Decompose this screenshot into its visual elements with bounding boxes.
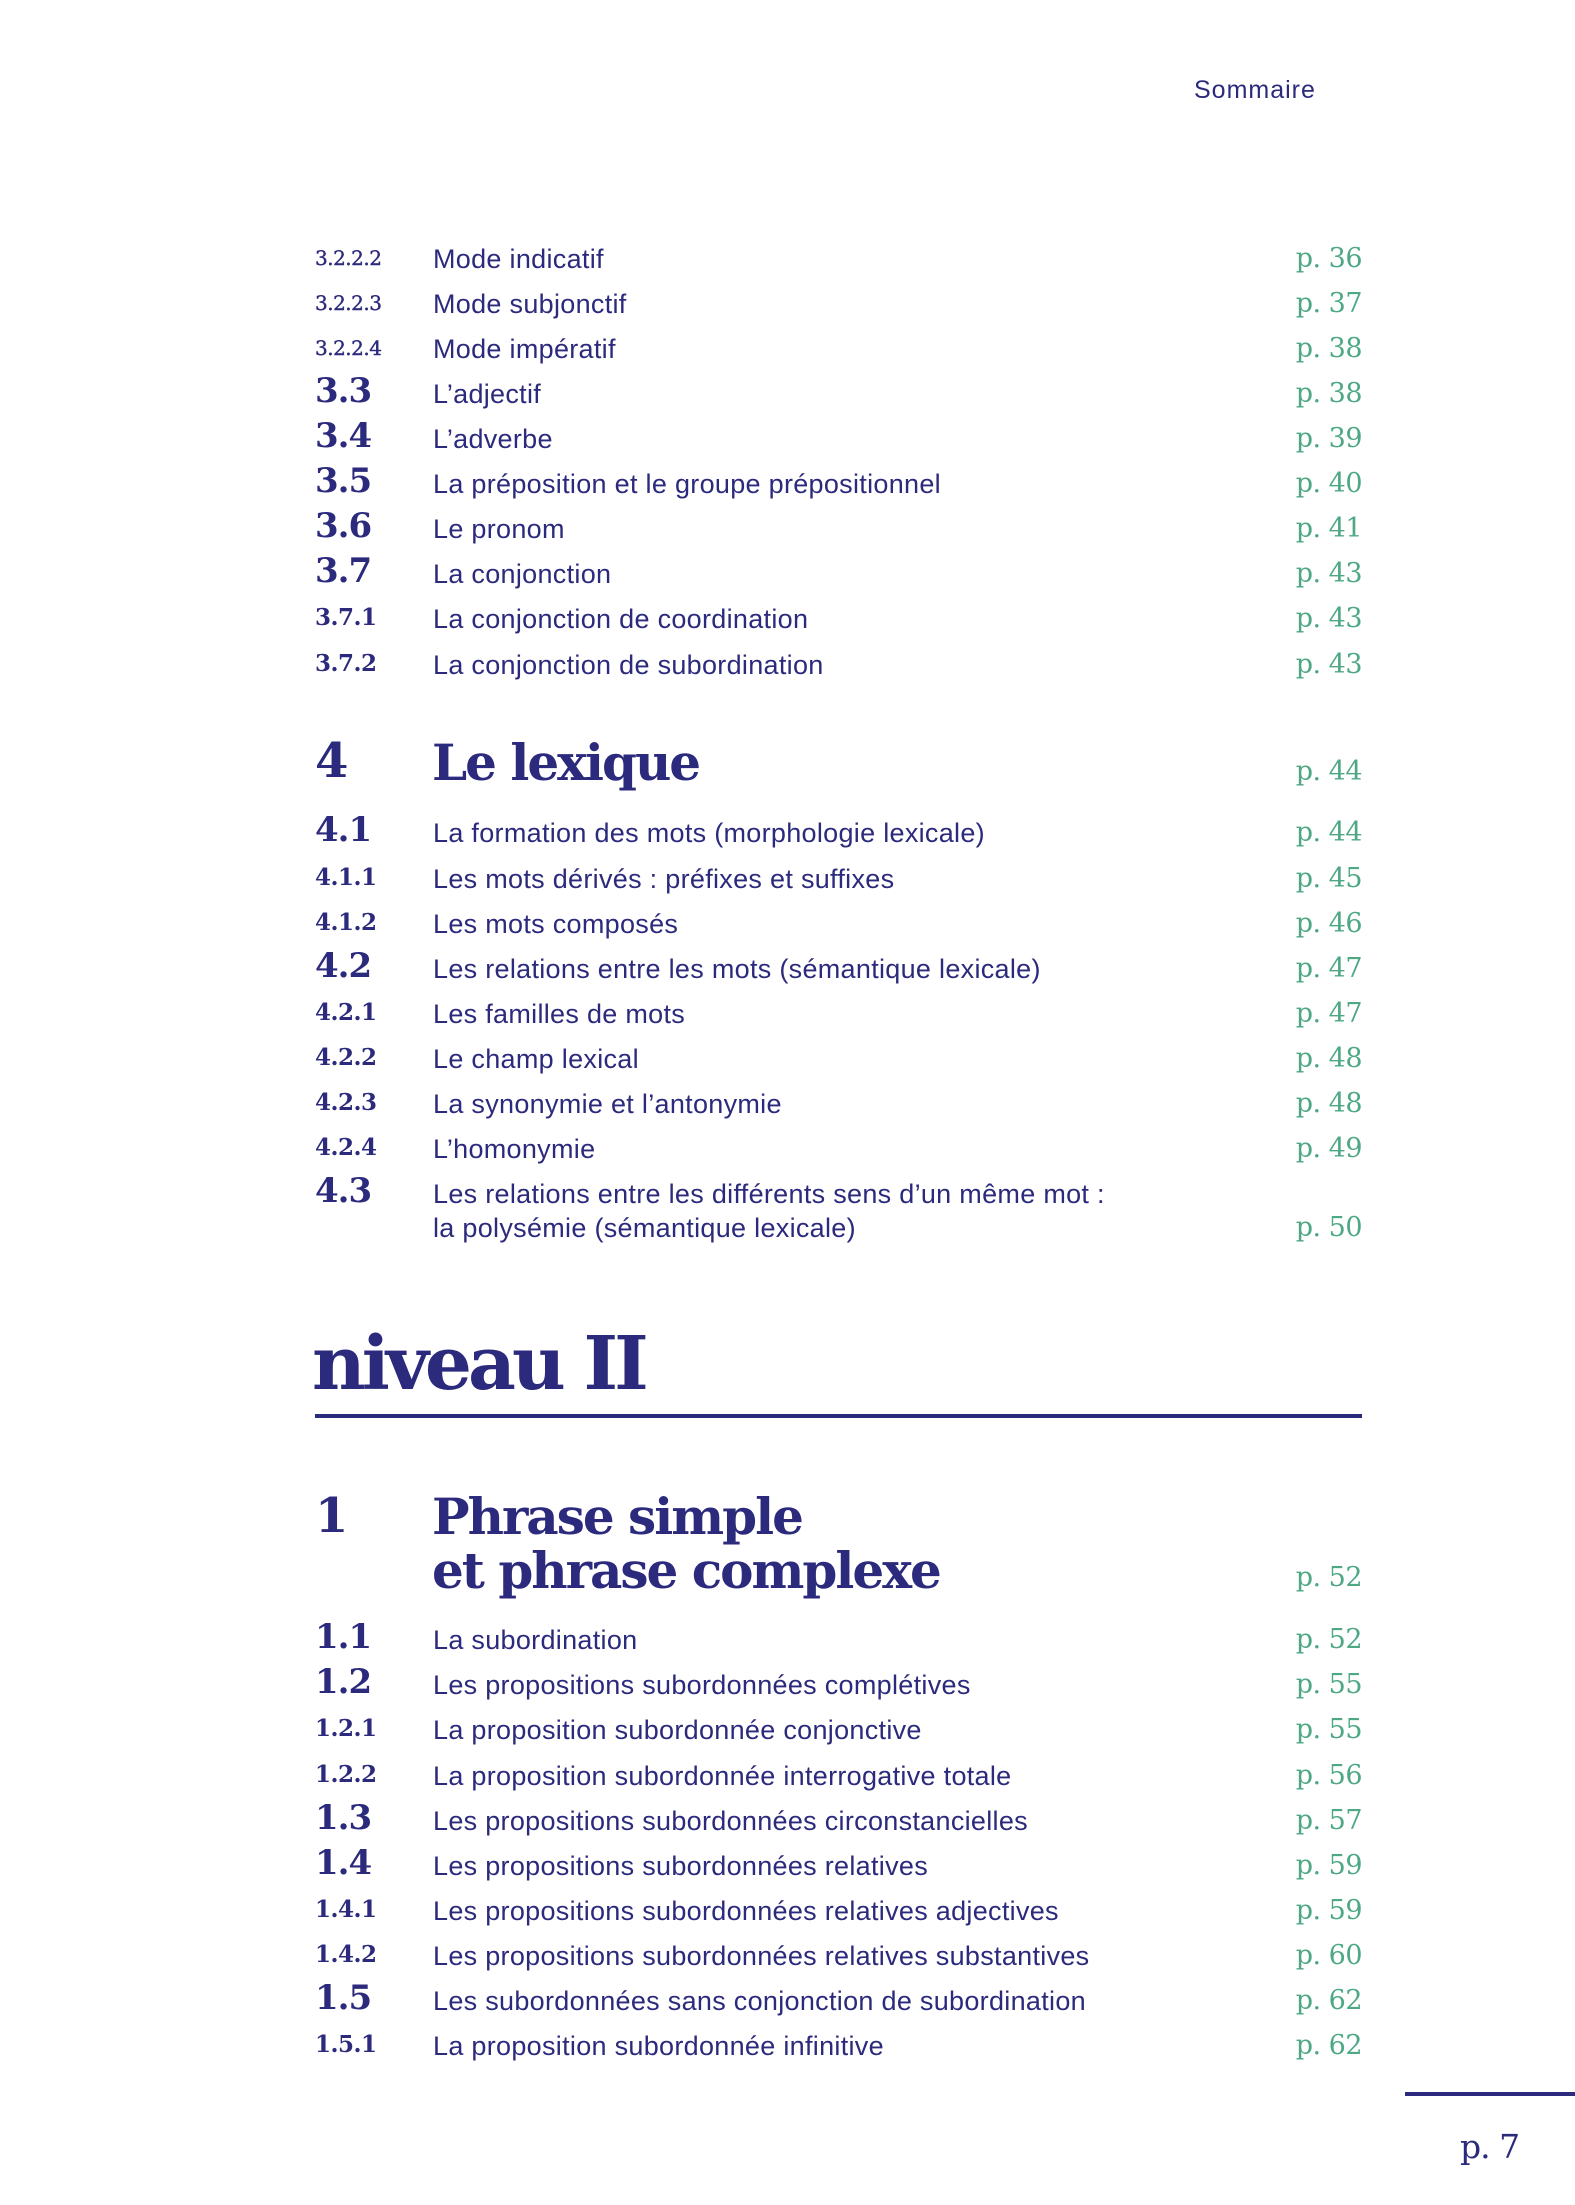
- entry-number: 4.2: [315, 946, 372, 986]
- entry-number: 3.7: [315, 551, 372, 591]
- entry-number: 4.2.2: [315, 1044, 377, 1071]
- entry-page-ref: p. 37: [1295, 288, 1362, 319]
- entry-number: 3.6: [315, 506, 372, 546]
- toc-entry[interactable]: [315, 1843, 1362, 1889]
- entry-label: Mode subjonctif: [433, 289, 627, 319]
- entry-number: 3.2.2.4: [315, 336, 382, 360]
- entry-label-line2: la polysémie (sémantique lexicale): [433, 1213, 856, 1243]
- entry-label: Les propositions subordonnées complétives: [433, 1670, 971, 1700]
- toc-entry[interactable]: [315, 602, 1362, 642]
- entry-page-ref: p. 47: [1295, 998, 1362, 1029]
- entry-number: 1.2.2: [315, 1761, 377, 1788]
- entry-page-ref: p. 38: [1295, 378, 1362, 409]
- entry-label: Le pronom: [433, 514, 565, 544]
- toc-entry[interactable]: [315, 810, 1362, 856]
- chapter-title-line1[interactable]: Phrase simple: [432, 1487, 802, 1546]
- entry-label: La subordination: [433, 1625, 638, 1655]
- entry-page-ref: p. 43: [1295, 649, 1362, 680]
- entry-label: Les familles de mots: [433, 999, 686, 1029]
- toc-entry[interactable]: [315, 242, 1362, 282]
- entry-number: 4.1: [315, 810, 372, 850]
- entry-label: La synonymie et l’antonymie: [433, 1089, 782, 1119]
- toc-entry[interactable]: [315, 946, 1362, 992]
- footer-rule: [1405, 2092, 1575, 2096]
- toc-entry[interactable]: [315, 1087, 1362, 1127]
- chapter-title-line2[interactable]: et phrase complexe: [432, 1541, 940, 1600]
- toc-entry[interactable]: [315, 1617, 1362, 1663]
- toc-entry[interactable]: [315, 332, 1362, 372]
- toc-entry[interactable]: [315, 506, 1362, 552]
- toc-entry[interactable]: [315, 1798, 1362, 1844]
- entry-page-ref: p. 40: [1295, 468, 1362, 499]
- toc-entry[interactable]: [315, 1759, 1362, 1799]
- entry-label: L’adverbe: [433, 424, 553, 454]
- entry-label: Mode impératif: [433, 334, 616, 364]
- entry-label: La conjonction de subordination: [433, 650, 824, 680]
- chapter-title[interactable]: Le lexique: [432, 733, 700, 792]
- entry-number: 1.2.1: [315, 1715, 377, 1742]
- entry-number: 4.3: [315, 1171, 372, 1211]
- entry-page-ref: p. 47: [1295, 953, 1362, 984]
- entry-page-ref: p. 55: [1295, 1669, 1362, 1700]
- entry-page-ref: p. 62: [1295, 2030, 1362, 2061]
- entry-label: La préposition et le groupe prépositionnel: [433, 469, 941, 499]
- toc-entry[interactable]: [315, 648, 1362, 688]
- entry-page-ref: p. 52: [1295, 1624, 1362, 1655]
- entry-label: La proposition subordonnée interrogative totale: [433, 1761, 1012, 1791]
- entry-label: Le champ lexical: [433, 1044, 639, 1074]
- entry-number: 1.4.2: [315, 1941, 377, 1968]
- toc-entry[interactable]: [315, 1662, 1362, 1708]
- toc-entry[interactable]: [315, 997, 1362, 1037]
- entry-page-ref: p. 46: [1295, 908, 1362, 939]
- toc-entry[interactable]: [315, 862, 1362, 902]
- entry-label: Les mots composés: [433, 909, 679, 939]
- entry-label: Les subordonnées sans conjonction de subordination: [433, 1986, 1086, 2016]
- level-heading: niveau II: [312, 1321, 645, 1407]
- entry-number: 3.4: [315, 416, 372, 456]
- entry-number: 4.1.1: [315, 864, 377, 891]
- toc-entry[interactable]: [315, 1042, 1362, 1082]
- entry-number: 1.1: [315, 1617, 372, 1657]
- entry-page-ref: p. 36: [1295, 243, 1362, 274]
- entry-label: Les relations entre les différents sens d’un même mot :: [433, 1179, 1105, 1209]
- entry-number: 4.2.3: [315, 1089, 377, 1116]
- toc-entry[interactable]: [315, 551, 1362, 597]
- entry-label: Les propositions subordonnées circonstancielles: [433, 1806, 1028, 1836]
- entry-label: Les propositions subordonnées relatives substantives: [433, 1941, 1090, 1971]
- entry-number: 3.3: [315, 371, 372, 411]
- entry-number: 3.2.2.3: [315, 291, 382, 315]
- entry-page-ref: p. 57: [1295, 1805, 1362, 1836]
- entry-number: 4.2.4: [315, 1134, 377, 1161]
- toc-entry[interactable]: [315, 416, 1362, 462]
- toc-entry[interactable]: [315, 1132, 1362, 1172]
- entry-label: Les relations entre les mots (sémantique lexicale): [433, 954, 1041, 984]
- entry-label: La conjonction de coordination: [433, 604, 809, 634]
- entry-number: 3.7.2: [315, 650, 377, 677]
- entry-number: 1.4: [315, 1843, 372, 1883]
- entry-number: 1.5.1: [315, 2031, 377, 2058]
- entry-page-ref: p. 48: [1295, 1043, 1362, 1074]
- entry-number: 4.2.1: [315, 999, 377, 1026]
- toc-entry[interactable]: [315, 1894, 1362, 1934]
- entry-label: La proposition subordonnée conjonctive: [433, 1715, 922, 1745]
- entry-number: 4.1.2: [315, 909, 377, 936]
- chapter-page-ref: p. 44: [1295, 756, 1362, 787]
- entry-page-ref: p. 56: [1295, 1760, 1362, 1791]
- entry-page-ref: p. 59: [1295, 1850, 1362, 1881]
- entry-page-ref: p. 39: [1295, 423, 1362, 454]
- entry-page-ref: p. 45: [1295, 863, 1362, 894]
- toc-entry[interactable]: [315, 907, 1362, 947]
- entry-number: 1.2: [315, 1662, 372, 1702]
- entry-label: Les propositions subordonnées relatives adjectives: [433, 1896, 1059, 1926]
- entry-page-ref: p. 38: [1295, 333, 1362, 364]
- entry-label: Mode indicatif: [433, 244, 604, 274]
- entry-label: La proposition subordonnée infinitive: [433, 2031, 884, 2061]
- toc-entry[interactable]: [315, 1171, 1362, 1257]
- entry-label: L’adjectif: [433, 379, 542, 409]
- entry-label: La conjonction: [433, 559, 612, 589]
- entry-page-ref: p. 60: [1295, 1940, 1362, 1971]
- entry-page-ref: p. 50: [1295, 1212, 1362, 1243]
- entry-page-ref: p. 43: [1295, 603, 1362, 634]
- entry-page-ref: p. 62: [1295, 1985, 1362, 2016]
- running-head: Sommaire: [1194, 76, 1316, 104]
- entry-label: L’homonymie: [433, 1134, 596, 1164]
- chapter-number: 1: [315, 1488, 349, 1544]
- level-divider: [315, 1414, 1362, 1418]
- entry-page-ref: p. 59: [1295, 1895, 1362, 1926]
- entry-number: 3.2.2.2: [315, 246, 382, 270]
- toc-entry[interactable]: [315, 2029, 1362, 2069]
- entry-number: 1.5: [315, 1978, 372, 2018]
- page-number: p. 7: [1460, 2127, 1520, 2166]
- entry-page-ref: p. 48: [1295, 1088, 1362, 1119]
- toc-entry[interactable]: [315, 1939, 1362, 1979]
- entry-page-ref: p. 55: [1295, 1714, 1362, 1745]
- entry-page-ref: p. 49: [1295, 1133, 1362, 1164]
- entry-label: La formation des mots (morphologie lexicale): [433, 818, 985, 848]
- entry-number: 3.7.1: [315, 604, 377, 631]
- chapter-page-ref: p. 52: [1295, 1562, 1362, 1593]
- entry-number: 1.4.1: [315, 1896, 377, 1923]
- entry-number: 3.5: [315, 461, 372, 501]
- toc-entry[interactable]: [315, 1978, 1362, 2024]
- entry-label: Les propositions subordonnées relatives: [433, 1851, 928, 1881]
- toc-entry[interactable]: [315, 1713, 1362, 1753]
- entry-page-ref: p. 41: [1295, 513, 1362, 544]
- toc-entry[interactable]: [315, 287, 1362, 327]
- entry-page-ref: p. 44: [1295, 817, 1362, 848]
- entry-number: 1.3: [315, 1798, 372, 1838]
- chapter-number: 4: [315, 733, 349, 789]
- toc-entry[interactable]: [315, 371, 1362, 417]
- entry-page-ref: p. 43: [1295, 558, 1362, 589]
- toc-entry[interactable]: [315, 461, 1362, 507]
- entry-label: Les mots dérivés : préfixes et suffixes: [433, 864, 895, 894]
